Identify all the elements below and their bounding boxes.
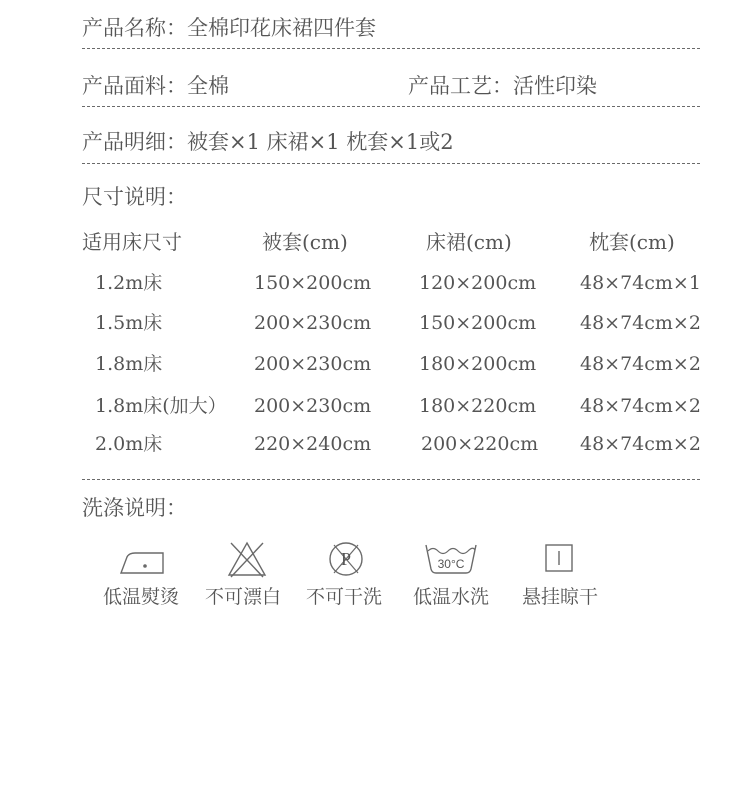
iron-low-icon [113, 537, 173, 581]
table-cell: 150×200cm [254, 272, 372, 294]
no-dry-clean-icon [316, 537, 376, 581]
product-name-value: 全棉印花床裙四件套 [187, 16, 376, 40]
table-cell: 2.0m床 [95, 433, 163, 455]
product-fabric-value: 全棉 [187, 74, 229, 98]
table-cell: 120×200cm [419, 272, 537, 294]
table-cell: 220×240cm [254, 433, 372, 455]
product-detail-value: 被套×1 床裙×1 枕套×1或2 [187, 130, 454, 154]
care-label-iron: 低温熨烫 [103, 586, 180, 608]
table-cell: 1.8m床 [95, 353, 163, 375]
table-cell: 48×74cm×2 [580, 433, 701, 455]
product-craft-label: 产品工艺： [408, 74, 513, 98]
table-cell: 200×230cm [254, 395, 372, 417]
dry-clean-symbol: P [340, 549, 352, 569]
product-fabric [82, 73, 229, 99]
table-cell: 48×74cm×1 [580, 272, 701, 294]
product-name-label: 产品名称： [82, 16, 187, 40]
table-cell: 1.8m床(加大） [95, 395, 227, 417]
care-section-title: 洗涤说明： [82, 496, 187, 520]
size-header-pillowcase: 枕套(cm) [589, 230, 675, 254]
table-cell: 150×200cm [419, 312, 537, 334]
care-label-hang: 悬挂晾干 [522, 586, 599, 608]
table-cell: 1.5m床 [95, 312, 163, 334]
care-label-bleach: 不可漂白 [205, 586, 282, 608]
wash-30-icon [421, 537, 481, 581]
table-cell: 200×230cm [254, 312, 372, 334]
product-name [82, 15, 376, 41]
size-header-bedskirt: 床裙(cm) [426, 230, 512, 254]
product-craft-value: 活性印染 [513, 74, 597, 98]
table-cell: 180×200cm [419, 353, 537, 375]
care-label-wash: 低温水洗 [413, 586, 490, 608]
product-fabric-label: 产品面料： [82, 74, 187, 98]
table-cell: 48×74cm×2 [580, 395, 701, 417]
care-label-dry-clean: 不可干洗 [306, 586, 383, 608]
size-header-duvet: 被套(cm) [262, 230, 348, 254]
divider [82, 479, 700, 480]
table-cell: 200×220cm [421, 433, 539, 455]
divider [82, 163, 700, 164]
size-section-title: 尺寸说明： [82, 185, 187, 209]
wash-temp-symbol: 30°C [437, 557, 465, 571]
table-cell: 180×220cm [419, 395, 537, 417]
divider [82, 106, 700, 107]
table-cell: 1.2m床 [95, 272, 163, 294]
table-cell: 48×74cm×2 [580, 353, 701, 375]
product-detail [82, 129, 454, 155]
no-bleach-icon [217, 537, 277, 581]
divider [82, 48, 700, 49]
product-detail-label: 产品明细： [82, 130, 187, 154]
hang-dry-icon [528, 537, 588, 581]
table-cell: 48×74cm×2 [580, 312, 701, 334]
product-craft [408, 73, 597, 99]
table-cell: 200×230cm [254, 353, 372, 375]
size-header-bed: 适用床尺寸 [82, 230, 182, 254]
